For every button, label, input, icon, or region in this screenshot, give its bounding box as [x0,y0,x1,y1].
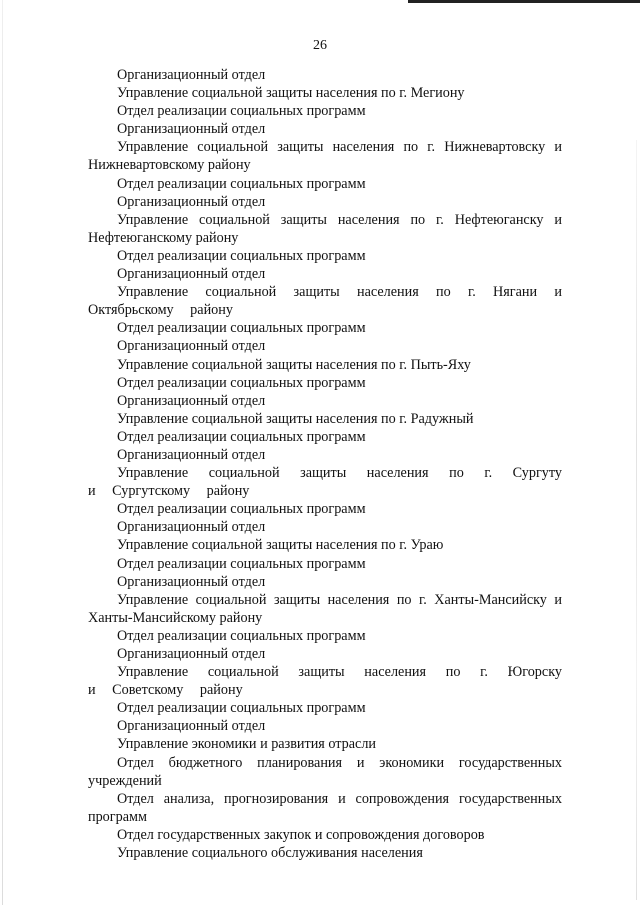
paragraph: Отдел реализации социальных программ [117,700,366,717]
paragraph: Отдел бюджетного планирования и экономики государственных учреждений [88,754,562,789]
paragraph: Управление экономики и развития отрасли [117,736,377,753]
scan-edge-left [2,0,3,905]
paragraph: Управление социальной защиты населения по г. Мегиону [117,85,465,102]
page-number: 26 [313,38,327,53]
scan-edge-right [636,140,637,900]
paragraph: Отдел реализации социальных программ [117,555,366,572]
paragraph: Организационный отдел [117,646,266,662]
paragraph: Управление социальной защиты населения по г. Пыть-Яху [117,356,471,373]
paragraph: Управление социального обслуживания населения [117,845,423,862]
paragraph: Организационный отдел [117,266,266,283]
paragraph: Отдел реализации социальных программ [117,627,366,644]
document-body [88,66,562,862]
paragraph: Управление социальной защиты населения по г. Ханты-Мансийску и Ханты-Мансийскому району [88,591,562,626]
paragraph: Организационный отдел [117,193,266,210]
paragraph: Отдел реализации социальных программ [117,428,366,445]
paragraph: Управление социальной защиты населения по г. Ураю [117,537,444,554]
paragraph: Организационный отдел [117,67,266,83]
paragraph: Отдел реализации социальных программ [117,374,366,391]
paragraph: Организационный отдел [117,338,266,355]
paragraph: Управление социальной защиты населения по г. Югорску и Советскому району [88,664,562,699]
paragraph: Отдел реализации социальных программ [117,103,366,120]
paragraph: Отдел реализации социальных программ [117,175,366,192]
top-rule [408,0,640,3]
paragraph: Организационный отдел [117,392,266,409]
paragraph: Отдел анализа, прогнозирования и сопровождения государственных программ [88,790,562,825]
paragraph: Отдел реализации социальных программ [117,501,366,518]
paragraph: Отдел государственных закупок и сопровождения договоров [117,826,485,843]
paragraph: Организационный отдел [117,121,266,138]
paragraph: Организационный отдел [117,573,266,590]
paragraph: Отдел реализации социальных программ [117,320,366,337]
paragraph: Управление социальной защиты населения по г. Сургуту и Сургутскому району [88,465,562,500]
paragraph: Управление социальной защиты населения по г. Нягани и Октябрьскому району [88,284,562,319]
paragraph: Управление социальной защиты населения по г. Нефтеюганску и Нефтеюганскому району [88,211,562,246]
paragraph: Организационный отдел [117,519,266,536]
paragraph: Организационный отдел [117,718,266,735]
paragraph: Управление социальной защиты населения по г. Радужный [117,410,474,427]
paragraph: Отдел реализации социальных программ [117,247,366,264]
paragraph: Управление социальной защиты населения по г. Нижневартовску и Нижневартовскому району [88,139,562,174]
paragraph: Организационный отдел [117,446,266,463]
